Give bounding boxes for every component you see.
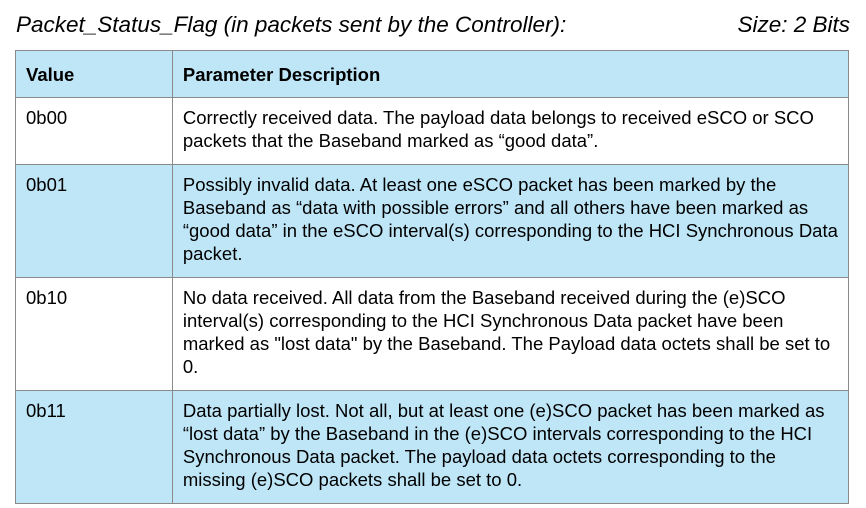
table-caption <box>16 12 850 42</box>
description-cell: Data partially lost. Not all, but at least one (e)SCO packet has been marked as “lost data” by the Baseband in the (e)SCO intervals corresponding to the HCI Synchronous Data packet. The payload data octets corresponding to the missing (e)SCO packets shall be set to 0. <box>172 391 848 504</box>
value-cell: 0b00 <box>16 98 173 165</box>
table-header-row <box>16 51 849 98</box>
field-name: Packet_Status_Flag (in packets sent by the Controller): <box>16 12 567 37</box>
table-row <box>16 165 849 278</box>
value-cell: 0b11 <box>16 391 173 504</box>
column-header-description: Parameter Description <box>172 51 848 98</box>
field-size: Size: 2 Bits <box>737 12 850 37</box>
table-row <box>16 278 849 391</box>
description-cell: Possibly invalid data. At least one eSCO packet has been marked by the Baseband as “data with possible errors” and all others have been marked as “good data” in the eSCO interval(s) corresponding to the HCI Synchronous Data packet. <box>172 165 848 278</box>
value-cell: 0b01 <box>16 165 173 278</box>
column-header-value: Value <box>16 51 173 98</box>
parameter-table <box>15 50 849 504</box>
table-row <box>16 98 849 165</box>
description-cell: Correctly received data. The payload data belongs to received eSCO or SCO packets that the Baseband marked as “good data”. <box>172 98 848 165</box>
value-cell: 0b10 <box>16 278 173 391</box>
table-row <box>16 391 849 504</box>
description-cell: No data received. All data from the Baseband received during the (e)SCO interval(s) corresponding to the HCI Synchronous Data packet have been marked as "lost data" by the Baseband. The Payload data octets shall be set to 0. <box>172 278 848 391</box>
